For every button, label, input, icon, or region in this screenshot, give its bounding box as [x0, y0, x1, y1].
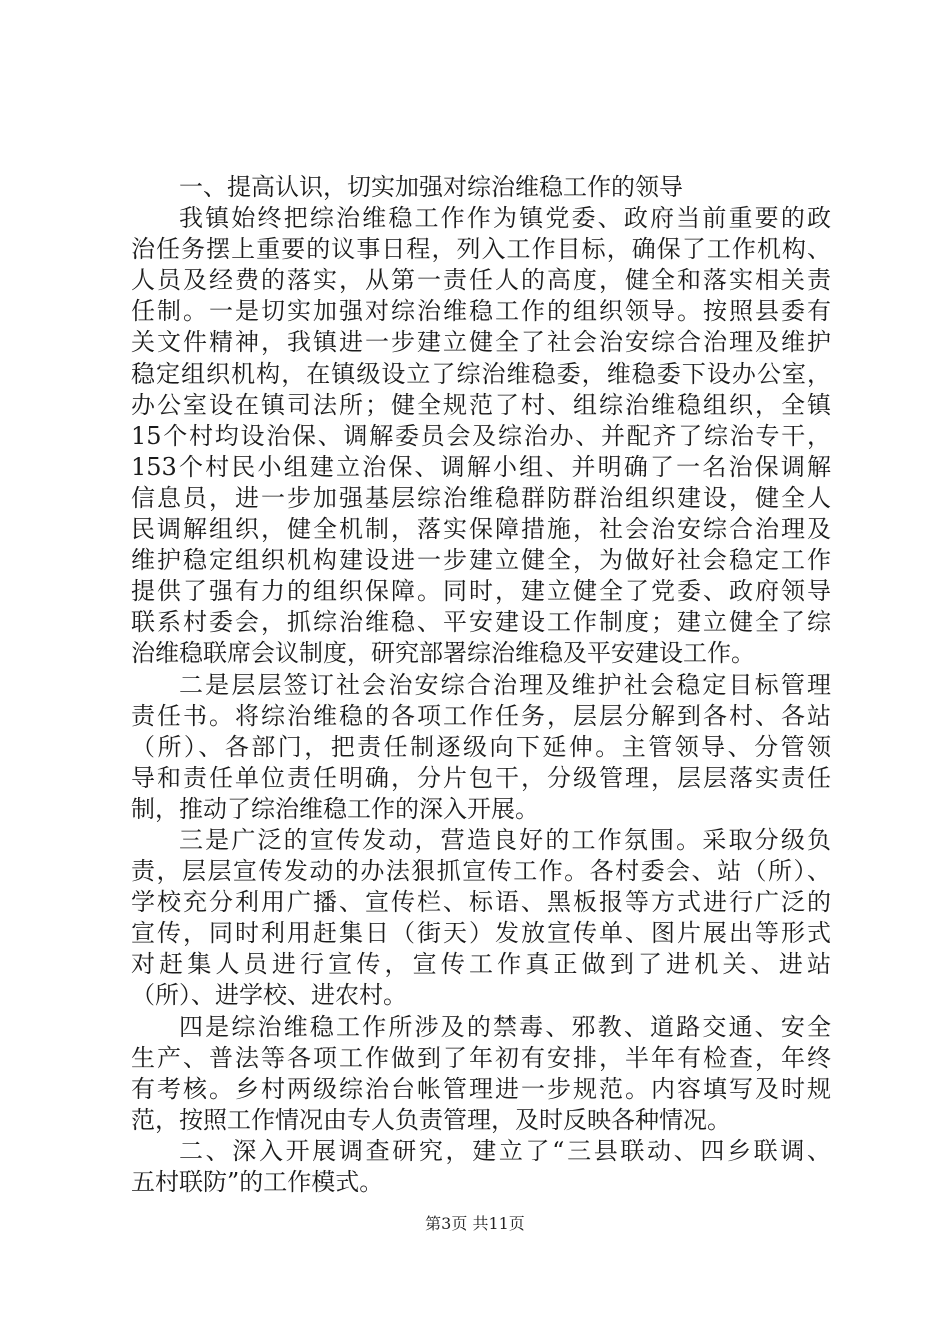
text-line: 办公室设在镇司法所；健全规范了村、组综治维稳组织，全镇 — [131, 390, 831, 419]
paragraph-heading-1 — [131, 172, 831, 203]
text-line: 导和责任单位责任明确，分片包干，分级管理，层层落实责任 — [131, 763, 831, 792]
text-line: （所）、进学校、进农村。 — [131, 981, 407, 1010]
text-line: 三是广泛的宣传发动，营造良好的工作氛围。采取分级负 — [179, 825, 831, 854]
page-number-footer: 第3页 共11页 — [425, 1214, 525, 1233]
text-line: 维护稳定组织机构建设进一步建立健全，为做好社会稳定工作 — [131, 546, 831, 575]
paragraph — [131, 825, 831, 1012]
text-line: 关文件精神，我镇进一步建立健全了社会治安综合治理及维护 — [131, 328, 831, 357]
document-body — [131, 172, 831, 1198]
text-line: 联系村委会，抓综治维稳、平安建设工作制度；建立健全了综 — [131, 608, 831, 637]
text-line: 信息员，进一步加强基层综治维稳群防群治组织建设，健全人 — [131, 483, 831, 512]
paragraph — [131, 1012, 831, 1136]
text-line: 153个村民小组建立治保、调解小组、并明确了一名治保调解 — [131, 452, 831, 481]
paragraph — [131, 203, 831, 669]
text-line: 四是综治维稳工作所涉及的禁毒、邪教、道路交通、安全 — [179, 1012, 831, 1041]
paragraph-heading-2 — [131, 1136, 831, 1198]
text-line: 二、深入开展调查研究，建立了“三县联动、四乡联调、 — [179, 1136, 831, 1165]
text-line: 治维稳联席会议制度，研究部署综治维稳及平安建设工作。 — [131, 639, 755, 668]
text-line: 生产、普法等各项工作做到了年初有安排，半年有检查，年终 — [131, 1043, 831, 1072]
text-line: 15个村均设治保、调解委员会及综治办、并配齐了综治专干， — [131, 421, 831, 450]
text-line: 五村联防”的工作模式。 — [131, 1168, 384, 1196]
text-line: 治任务摆上重要的议事日程，列入工作目标，确保了工作机构、 — [131, 235, 831, 264]
text-line: 民调解组织，健全机制，落实保障措施，社会治安综合治理及 — [131, 515, 831, 544]
text-line: 有考核。乡村两级综治台帐管理进一步规范。内容填写及时规 — [131, 1074, 831, 1103]
text-line: 对赶集人员进行宣传，宣传工作真正做到了进机关、进站 — [131, 950, 831, 979]
text-line: 任制。一是切实加强对综治维稳工作的组织领导。按照县委有 — [131, 297, 831, 326]
text-line: 稳定组织机构，在镇级设立了综治维稳委，维稳委下设办公室， — [131, 359, 831, 388]
text-line: 责任书。将综治维稳的各项工作任务，层层分解到各村、各站 — [131, 701, 831, 730]
text-line: （所）、各部门，把责任制逐级向下延伸。主管领导、分管领 — [131, 732, 831, 761]
text-line: 学校充分利用广播、宣传栏、标语、黑板报等方式进行广泛的 — [131, 888, 831, 917]
text-line: 宣传，同时利用赶集日（街天）发放宣传单、图片展出等形式 — [131, 919, 831, 948]
text-line: 二是层层签订社会治安综合治理及维护社会稳定目标管理 — [179, 670, 831, 699]
text-line: 我镇始终把综治维稳工作作为镇党委、政府当前重要的政 — [179, 204, 831, 233]
text-line: 一、提高认识，切实加强对综治维稳工作的领导 — [179, 173, 683, 201]
paragraph — [131, 670, 831, 825]
text-line: 提供了强有力的组织保障。同时，建立健全了党委、政府领导 — [131, 577, 831, 606]
text-line: 范，按照工作情况由专人负责管理，及时反映各种情况。 — [131, 1105, 731, 1134]
text-line: 责，层层宣传发动的办法狠抓宣传工作。各村委会、站（所）、 — [131, 857, 831, 886]
text-line: 人员及经费的落实，从第一责任人的高度，健全和落实相关责 — [131, 266, 831, 295]
text-line: 制，推动了综治维稳工作的深入开展。 — [131, 794, 539, 823]
